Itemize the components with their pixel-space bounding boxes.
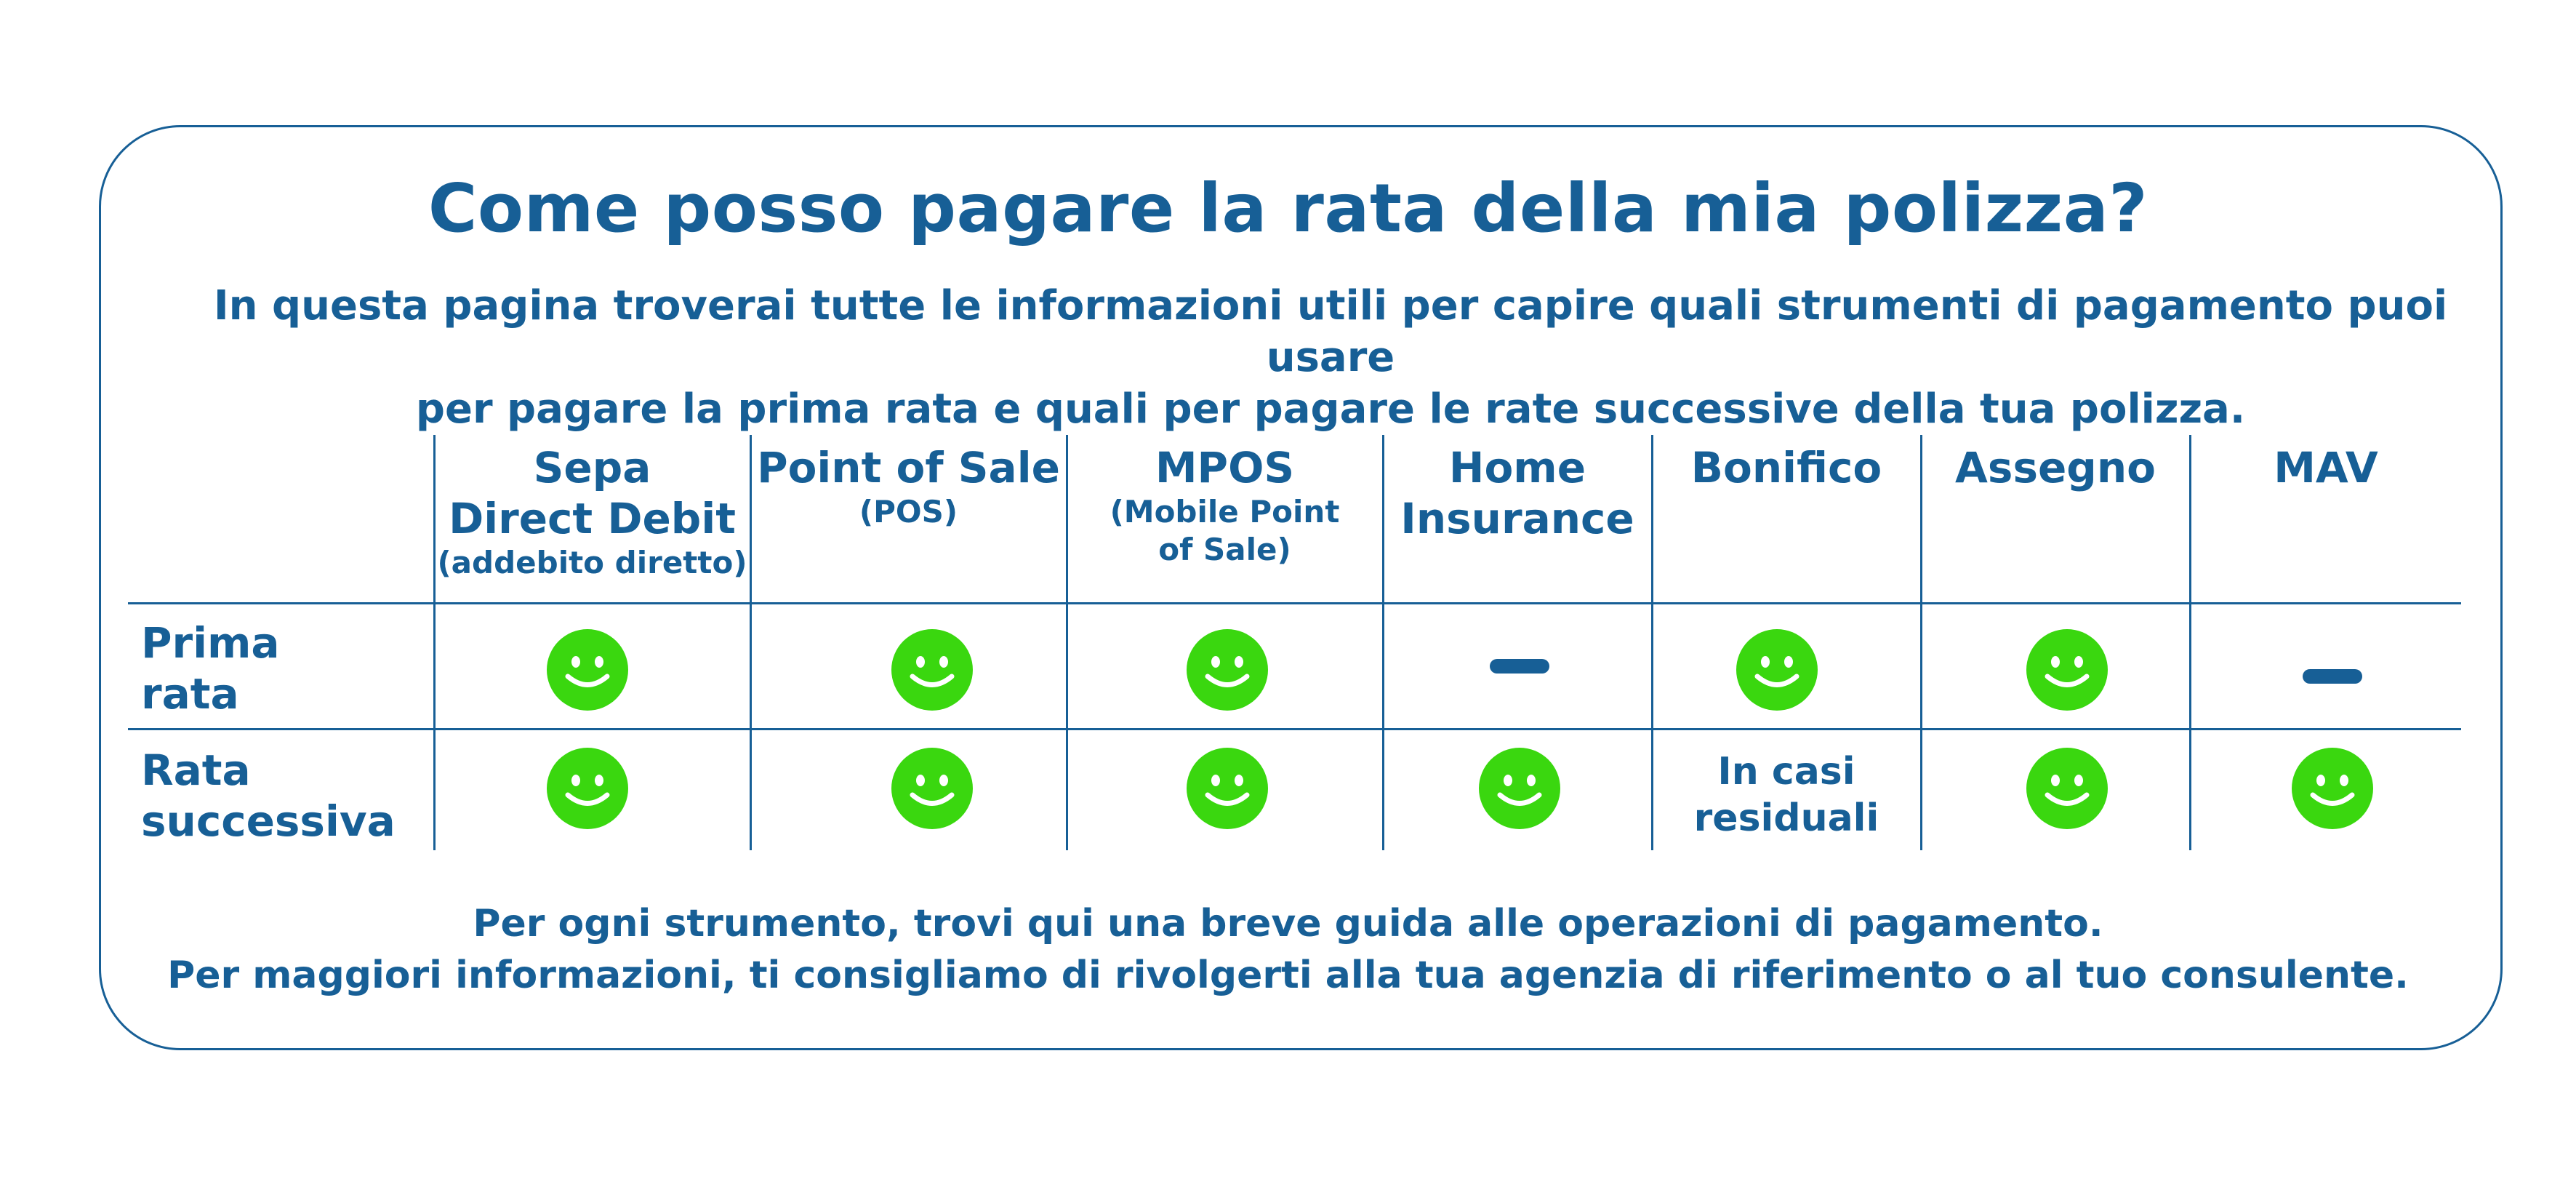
- column-header-title: Direct Debit: [449, 494, 736, 543]
- column-header-subtitle: (Mobile Point: [1110, 494, 1340, 529]
- column-header: [1384, 442, 1651, 544]
- column-header-title: Assegno: [1955, 443, 2156, 492]
- row-header-label: Rata: [141, 746, 251, 795]
- column-header-title: MAV: [2274, 443, 2378, 492]
- column-header-title: Insurance: [1400, 494, 1634, 543]
- column-header: [751, 442, 1066, 531]
- row-header-label: successiva: [141, 796, 396, 846]
- smiley-icon: [2292, 748, 2373, 829]
- column-header-title: Home: [1448, 443, 1586, 492]
- smiley-icon: [1736, 629, 1818, 711]
- row-header: [141, 618, 280, 719]
- intro-line-1: In questa pagina troverai tutte le informazioni utili per capire quali strumenti di pagamento puoi usare: [213, 282, 2448, 381]
- column-header-subtitle: of Sale): [1158, 532, 1291, 567]
- intro-text: [204, 280, 2457, 435]
- smiley-icon: [2026, 629, 2108, 711]
- smiley-icon: [1187, 629, 1268, 711]
- row-header-label: Prima: [141, 618, 280, 668]
- smiley-icon: [1187, 748, 1268, 829]
- column-header-subtitle: (addebito diretto): [437, 545, 747, 580]
- column-header-title: Bonifico: [1690, 443, 1882, 492]
- cell-note: [1653, 748, 1920, 842]
- footer-text: [0, 898, 2576, 1002]
- page-title: Come posso pagare la rata della mia polizza?: [428, 169, 2148, 247]
- column-header: [2191, 442, 2461, 493]
- footer-line-1: Per ogni strumento, trovi qui una breve guida alle operazioni di pagamento.: [473, 902, 2103, 946]
- column-header-title: MPOS: [1155, 443, 1295, 492]
- column-header-subtitle: (POS): [859, 494, 958, 529]
- column-header: [1922, 442, 2189, 493]
- table-row-divider: [128, 602, 2461, 604]
- column-header: [1653, 442, 1920, 493]
- column-header-title: Sepa: [533, 443, 651, 492]
- smiley-icon: [547, 629, 628, 711]
- dash-icon: [1490, 659, 1549, 674]
- smiley-icon: [891, 629, 973, 711]
- table-row-divider: [128, 728, 2461, 730]
- row-header-label: rata: [141, 669, 239, 719]
- column-header: [435, 442, 750, 582]
- dash-icon: [2303, 669, 2362, 684]
- column-header: [1067, 442, 1382, 569]
- row-header: [141, 745, 396, 847]
- smiley-icon: [891, 748, 973, 829]
- smiley-icon: [547, 748, 628, 829]
- table-divider: [2189, 435, 2191, 850]
- smiley-icon: [2026, 748, 2108, 829]
- footer-line-2: Per maggiori informazioni, ti consigliamo di rivolgerti alla tua agenzia di riferimento o al tuo consulente.: [167, 954, 2409, 997]
- smiley-icon: [1479, 748, 1560, 829]
- column-header-title: Point of Sale: [757, 443, 1060, 492]
- cell-note-line: residuali: [1693, 796, 1879, 840]
- cell-note-line: In casi: [1717, 750, 1855, 794]
- intro-line-2: per pagare la prima rata e quali per pagare le rate successive della tua polizza.: [415, 385, 2246, 433]
- table-divider: [1920, 435, 1922, 850]
